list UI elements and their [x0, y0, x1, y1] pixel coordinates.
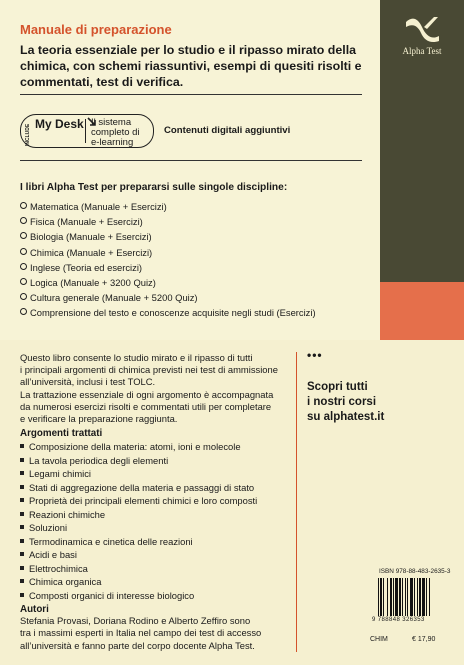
circle-bullet-icon — [20, 278, 27, 285]
list-item-label: Comprensione del testo e conoscenze acquisite negli studi (Esercizi) — [30, 307, 316, 319]
barcode-image — [378, 578, 444, 616]
list-item — [20, 214, 316, 229]
list-item: Proprietà dei principali elementi chimici e loro composti — [20, 494, 292, 508]
about-line: La trattazione essenziale di ogni argomento è accompagnata — [20, 388, 274, 400]
promo-line: Scopri tutti — [307, 381, 368, 393]
list-item-label: Matematica (Manuale + Esercizi) — [30, 201, 167, 212]
list-item: Composizione della materia: atomi, ioni e molecole — [20, 440, 292, 454]
list-item: Legami chimici — [20, 467, 292, 481]
list-item: Soluzioni — [20, 521, 292, 535]
vertical-divider — [296, 352, 297, 652]
list-item: Reazioni chimiche — [20, 508, 292, 522]
list-item — [20, 229, 316, 244]
list-item — [20, 275, 316, 290]
list-item: Composti organici di interesse biologico — [20, 589, 292, 603]
book-description — [20, 352, 292, 652]
alpha-logo-mark-icon — [402, 14, 442, 44]
topics-title: Argomenti trattati — [20, 428, 103, 440]
mydesk-title-text: My Desk — [35, 117, 84, 131]
about-line: all’università, inclusi i test TOLC. — [20, 376, 156, 388]
circle-bullet-icon — [20, 308, 27, 315]
alpha-test-logo — [394, 14, 450, 56]
list-item-label: Biologia (Manuale + Esercizi) — [30, 231, 152, 243]
divider — [20, 94, 362, 95]
list-item: Chimica organica — [20, 575, 292, 589]
mydesk-desc-line: e-learning — [91, 137, 134, 148]
list-item-label: Cultura generale (Manuale + 5200 Quiz) — [30, 292, 198, 304]
mydesk-divider — [85, 119, 86, 143]
mydesk-desc-line: completo di — [91, 127, 140, 138]
series-title: Manuale di preparazione — [20, 22, 172, 37]
list-item: Termodinamica e cinetica delle reazioni — [20, 535, 292, 549]
disciplines-list — [20, 199, 316, 321]
divider — [20, 160, 362, 161]
barcode-digits: 9 788848 326353 — [372, 617, 425, 623]
circle-bullet-icon — [20, 248, 27, 255]
price-label: € 17,90 — [412, 636, 436, 643]
list-item-label: Chimica (Manuale + Esercizi) — [30, 246, 153, 258]
topics-list — [20, 440, 292, 602]
orange-accent-block — [380, 282, 464, 340]
intro-text: La teoria essenziale per lo studio e il ripasso mirato della chimica, con schemi riassuntivi, esempi di quesiti risolti e commentati, test di verifica. — [20, 43, 362, 89]
list-item — [20, 290, 316, 305]
subject-code: CHIM — [370, 636, 388, 643]
circle-bullet-icon — [20, 202, 27, 209]
circle-bullet-icon — [20, 217, 27, 224]
circle-bullet-icon — [20, 293, 27, 300]
isbn-label: ISBN 978-88-483-2635-3 — [379, 568, 451, 575]
list-item: Elettrochimica — [20, 562, 292, 576]
authors-line: tra i massimi esperti in Italia nel campo dei test di accesso — [20, 627, 262, 639]
mydesk-badge — [20, 114, 154, 148]
about-line: e verificare la preparazione raggiunta. — [20, 413, 178, 425]
list-item: Stati di aggregazione della materia e passaggi di stato — [20, 481, 292, 495]
circle-bullet-icon — [20, 232, 27, 239]
list-item — [20, 305, 316, 320]
disciplines-title: I libri Alpha Test per prepararsi sulle singole discipline: — [20, 182, 288, 193]
about-line: Questo libro consente lo studio mirato e il ripasso di tutti — [20, 352, 253, 363]
promo-line: i nostri corsi — [307, 396, 377, 408]
list-item — [20, 199, 316, 214]
authors-text — [20, 615, 292, 652]
list-item — [20, 245, 316, 260]
about-text — [20, 352, 292, 425]
list-item-label: Fisica (Manuale + Esercizi) — [30, 216, 143, 228]
about-line: i principali argomenti di chimica previsti nei test di ammissione — [20, 364, 278, 376]
list-item-label: Inglese (Teoria ed esercizi) — [30, 261, 143, 273]
authors-line: Stefania Provasi, Doriana Rodino e Alberto Zeffiro sono — [20, 615, 251, 627]
authors-line: all’università e fanno parte del corpo docente Alpha Test. — [20, 639, 255, 651]
about-line: da numerosi esercizi risolti e commentati utili per completare — [20, 400, 272, 412]
authors-title: Autori — [20, 604, 49, 616]
mydesk-desc-line: Il sistema — [91, 117, 132, 128]
digital-content-label: Contenuti digitali aggiuntivi — [164, 125, 291, 136]
promo-text — [307, 380, 384, 425]
mydesk-title — [35, 117, 97, 131]
list-item-label: Logica (Manuale + 3200 Quiz) — [30, 277, 156, 289]
include-label: INCLUDE — [25, 123, 31, 146]
promo-line: su alphatest.it — [307, 411, 385, 423]
logo-text: Alpha Test — [402, 46, 442, 56]
circle-bullet-icon — [20, 263, 27, 270]
list-item: La tavola periodica degli elementi — [20, 454, 292, 468]
mydesk-description — [91, 118, 140, 148]
dots-ornament: ••• — [307, 348, 323, 362]
list-item — [20, 260, 316, 275]
list-item: Acidi e basi — [20, 548, 292, 562]
